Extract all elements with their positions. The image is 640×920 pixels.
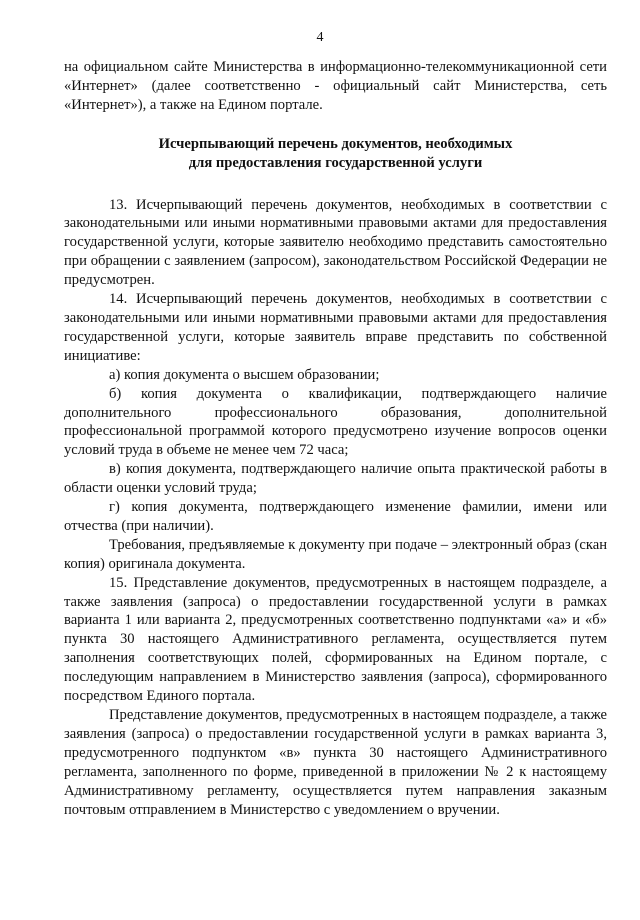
paragraph-14: 14. Исчерпывающий перечень документов, необходимых в соответствии с законодательными или иными нормативными правовыми актами для предоставления государственной услуги, которые заявитель вправе представить по собственной инициативе:: [64, 291, 607, 364]
submission-paragraph: Представление документов, предусмотренных в настоящем подразделе, а также заявления (запроса) о предоставлении государственной услуги в рамках варианта 3, предусмотренного подпунктом «в» пункта 30 настоящего Административного регламента, заполненного по форме, приведенной в приложении № 2 к настоящему Административному регламенту, осуществляется путем направления заказным почтовым отправлением в Министерство с уведомлением о вручении.: [64, 707, 607, 818]
list-item-g: г) копия документа, подтверждающего изменение фамилии, имени или отчества (при наличии).: [64, 499, 607, 534]
section-heading-line-2: для предоставления государственной услуги: [188, 154, 483, 171]
intro-paragraph: на официальном сайте Министерства в информационно-телекоммуникационной сети «Интернет» (далее соответственно - официальный сайт Министерства, сеть «Интернет»), а также на Едином портале.: [64, 59, 607, 113]
section-heading: [64, 135, 607, 173]
page-number: 4: [316, 30, 324, 45]
list-item-a: а) копия документа о высшем образовании;: [109, 366, 380, 383]
requirements-paragraph: Требования, предъявляемые к документу при подаче – электронный образ (скан копия) оригинала документа.: [64, 536, 607, 572]
list-item-v: в) копия документа, подтверждающего наличие опыта практической работы в области оценки условий труда;: [64, 461, 607, 497]
document-body: [64, 58, 607, 819]
section-heading-line-1: Исчерпывающий перечень документов, необходимых: [158, 135, 513, 152]
paragraph-13: 13. Исчерпывающий перечень документов, необходимых в соответствии с законодательными или иными нормативными правовыми актами для предоставления государственной услуги, которые заявителю необходимо представить самостоятельно при обращении с заявлением (запросом), законодательством Российской Федерации не предусмотрен.: [64, 196, 607, 289]
paragraph-15: 15. Представление документов, предусмотренных в настоящем подразделе, а также заявления (запроса) о предоставлении государственной услуги в рамках варианта 1 или варианта 2, предусмотренных соответственно подпунктами «а» и «б» пункта 30 настоящего Административного регламента, осуществляется путем заполнения соответствующих полей, сформированных на Едином портале, с последующим направлением в Министерство заявления (запроса), сформированного посредством Единого портала.: [64, 574, 607, 705]
list-item-b: б) копия документа о квалификации, подтверждающего наличие дополнительного профессионального образования, дополнительной профессиональной программой которого предусмотрено изучение вопросов оценки условий труда в объеме не менее чем 72 часа;: [64, 385, 607, 459]
